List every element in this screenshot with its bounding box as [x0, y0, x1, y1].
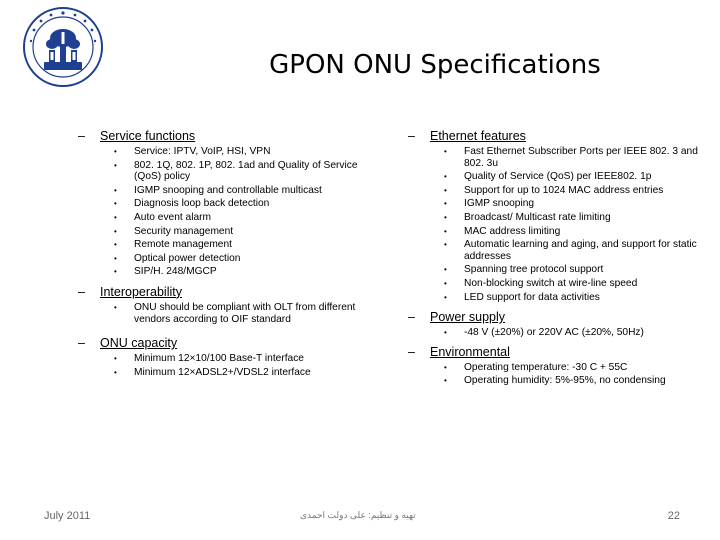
- list-item: • Support for up to 1024 MAC address entries: [444, 185, 708, 197]
- service-functions-list: [78, 146, 368, 278]
- dash-marker: –: [408, 344, 415, 359]
- list-item: • Minimum 12×10/100 Base-T interface: [114, 353, 368, 365]
- interoperability-list: [78, 302, 368, 325]
- right-column: [408, 128, 708, 387]
- list-item: • Broadcast/ Multicast rate limiting: [444, 212, 708, 224]
- dash-marker: –: [78, 336, 85, 351]
- list-item: • Remote management: [114, 239, 368, 251]
- dash-marker: –: [408, 129, 415, 143]
- environmental-list: [408, 362, 708, 387]
- list-item: • IGMP snooping: [444, 198, 708, 210]
- list-item: • Service: IPTV, VoIP, HSI, VPN: [114, 146, 368, 158]
- footer-date: July 2011: [44, 510, 91, 522]
- dash-marker: –: [78, 129, 85, 143]
- dash-marker: –: [78, 284, 85, 299]
- university-logo-icon: [22, 6, 104, 88]
- footer-author: تهیه و تنظیم: علی دولت احمدی: [300, 510, 416, 520]
- list-item: • SIP/H. 248/MGCP: [114, 266, 368, 278]
- list-item: • Security management: [114, 226, 368, 238]
- slide-title: GPON ONU Specifications: [269, 50, 601, 80]
- section-title: Environmental: [430, 344, 510, 359]
- list-item: • LED support for data activities: [444, 292, 708, 304]
- list-item: • Automatic learning and aging, and support for static addresses: [444, 239, 708, 262]
- left-column: [78, 128, 368, 378]
- section-title: Service functions: [100, 129, 196, 143]
- list-item: • Fast Ethernet Subscriber Ports per IEEE 802. 3 and 802. 3u: [444, 146, 708, 169]
- page-number: 22: [667, 510, 680, 522]
- list-item: • Spanning tree protocol support: [444, 264, 708, 276]
- list-item: • Diagnosis loop back detection: [114, 198, 368, 210]
- section-power-supply: [408, 309, 708, 339]
- onu-capacity-list: [78, 353, 368, 378]
- list-item: • Operating temperature: -30 C + 55C: [444, 362, 708, 374]
- list-item: • IGMP snooping and controllable multicast: [114, 185, 368, 197]
- list-item: • Quality of Service (QoS) per IEEE802. 1p: [444, 171, 708, 183]
- dash-marker: –: [408, 310, 415, 325]
- section-onu-capacity: [78, 335, 368, 378]
- list-item: • Minimum 12×ADSL2+/VDSL2 interface: [114, 367, 368, 379]
- list-item: • Optical power detection: [114, 253, 368, 265]
- list-item: • ONU should be compliant with OLT from different vendors according to OIF standard: [114, 302, 368, 325]
- section-title: Ethernet features: [430, 129, 526, 143]
- list-item: • Operating humidity: 5%-95%, no condensing: [444, 375, 708, 387]
- section-environmental: [408, 344, 708, 387]
- list-item: • 802. 1Q, 802. 1P, 802. 1ad and Quality of Service (QoS) policy: [114, 160, 368, 183]
- section-service-functions: [78, 128, 368, 278]
- list-item: • -48 V (±20%) or 220V AC (±20%, 50Hz): [444, 327, 708, 339]
- ethernet-features-list: [408, 146, 708, 303]
- list-item: • Non-blocking switch at wire-line speed: [444, 278, 708, 290]
- section-ethernet-features: [408, 128, 708, 303]
- section-title: ONU capacity: [100, 336, 178, 351]
- section-interoperability: [78, 284, 368, 325]
- list-item: • MAC address limiting: [444, 226, 708, 238]
- list-item: • Auto event alarm: [114, 212, 368, 224]
- section-title: Power supply: [430, 310, 506, 325]
- section-title: Interoperability: [100, 284, 182, 299]
- power-supply-list: [408, 327, 708, 339]
